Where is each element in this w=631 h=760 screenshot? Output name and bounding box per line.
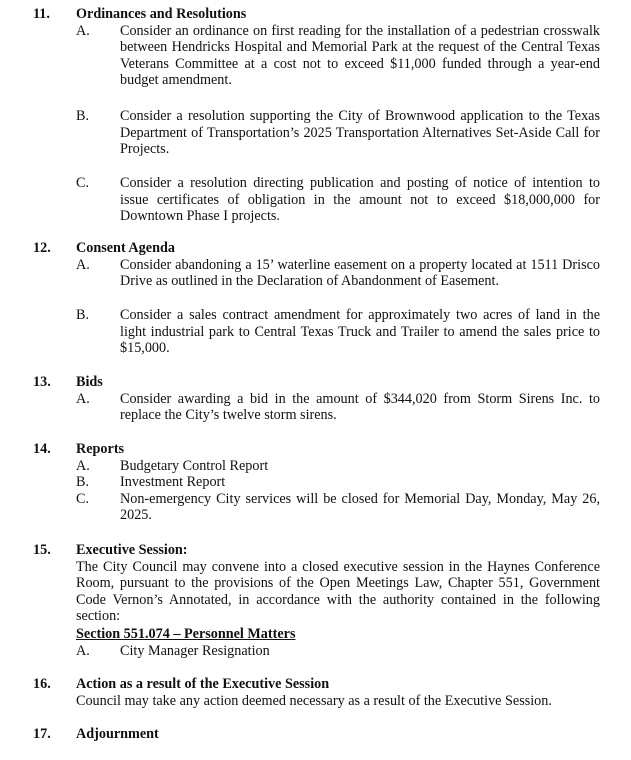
section-number: 17. [33, 726, 51, 742]
section-paragraph: The City Council may convene into a closed executive session in the Haynes Conference Room, pursuant to the provisions of the Open Meetings Law, Chapter 551, Government Code Vernon’s Annotated, in accordance with the authority contained in the following section: [76, 558, 600, 625]
item-text: Consider awarding a bid in the amount of $344,020 from Storm Sirens Inc. to replace the City’s twelve storm sirens. [120, 390, 600, 424]
item-text: Consider an ordinance on first reading for the installation of a pedestrian crosswalk between Hendricks Hospital and Memorial Park at the request of the Central Texas Veterans Committee at a cost not to exceed $11,000 funded through a year-end budget amendment. [120, 22, 600, 89]
item-letter: B. [76, 108, 90, 124]
section-title: Reports [76, 441, 125, 457]
section-paragraph: Council may take any action deemed necessary as a result of the Executive Session. [76, 692, 552, 709]
item-text: Investment Report [120, 474, 226, 491]
section-number: 16. [33, 676, 51, 692]
item-text: Consider a resolution supporting the City of Brownwood application to the Texas Department of Transportation’s 2025 Transportation Alternatives Set-Aside Call for Projects. [120, 108, 600, 158]
section-title: Bids [76, 374, 103, 390]
section-number: 14. [33, 441, 51, 457]
item-letter: C. [76, 175, 90, 191]
section-title: Adjournment [76, 726, 159, 742]
section-number: 12. [33, 240, 51, 256]
item-text: Consider a sales contract amendment for approximately two acres of land in the light industrial park to Central Texas Truck and Trailer to amend the sales price to $15,000. [120, 307, 600, 357]
section-title: Executive Session: [76, 542, 188, 558]
item-letter: A. [76, 390, 90, 407]
item-text: Budgetary Control Report [120, 457, 269, 474]
section-title: Ordinances and Resolutions [76, 6, 247, 22]
item-letter: A. [76, 22, 90, 39]
section-title: Action as a result of the Executive Session [76, 676, 330, 692]
item-text: Consider a resolution directing publication and posting of notice of intention to issue certificates of obligation in the amount not to exceed $18,000,000 for Downtown Phase I projects. [120, 175, 600, 225]
item-letter: B. [76, 474, 90, 491]
item-letter: A. [76, 457, 90, 474]
section-number: 11. [33, 6, 50, 22]
item-letter: B. [76, 307, 90, 323]
section-number: 15. [33, 542, 51, 558]
section-number: 13. [33, 374, 51, 390]
item-text: Consider abandoning a 15’ waterline easement on a property located at 1511 Drisco Drive as outlined in the Declaration of Abandonment of Easement. [120, 256, 600, 290]
section-subheading: Section 551.074 – Personnel Matters [76, 626, 296, 642]
item-text: Non-emergency City services will be closed for Memorial Day, Monday, May 26, 2025. [120, 490, 600, 524]
item-letter: C. [76, 490, 90, 507]
item-letter: A. [76, 642, 90, 659]
item-text: City Manager Resignation [120, 642, 270, 659]
item-letter: A. [76, 256, 90, 273]
section-title: Consent Agenda [76, 240, 175, 256]
